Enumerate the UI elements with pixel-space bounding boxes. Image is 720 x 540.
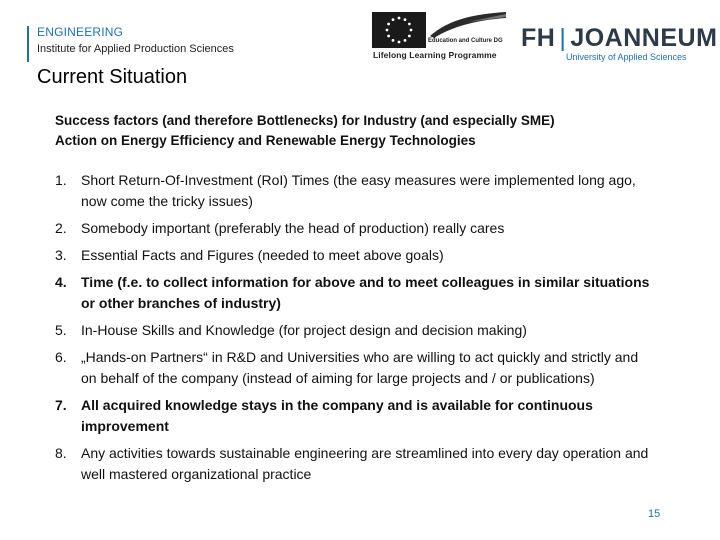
eu-star-icon bbox=[392, 39, 395, 42]
subtitle-line-2: Action on Energy Efficiency and Renewable Energy Technologies bbox=[55, 133, 476, 148]
page-title: Current Situation bbox=[37, 66, 188, 88]
list-item-text: Short Return-Of-Investment (RoI) Times (the easy measures were implemented long ago, now come the tricky issues) bbox=[81, 172, 636, 209]
list-item-text: Somebody important (preferably the head of production) really cares bbox=[81, 220, 505, 236]
eu-star-icon bbox=[387, 35, 390, 38]
fh-logo-separator: | bbox=[559, 24, 567, 52]
list-item-text: Essential Facts and Figures (needed to meet above goals) bbox=[81, 247, 444, 263]
list-item bbox=[55, 272, 655, 314]
eu-star-icon bbox=[404, 18, 407, 21]
list-item-text: Any activities towards sustainable engineering are streamlined into every day operation and well mastered organizational practice bbox=[81, 445, 649, 482]
list-item-number: 6. bbox=[55, 349, 67, 365]
list-item bbox=[55, 443, 655, 485]
list-item-text: In-House Skills and Knowledge (for project design and decision making) bbox=[81, 322, 527, 338]
list-item-number: 5. bbox=[55, 322, 67, 338]
list-item bbox=[55, 218, 655, 239]
eu-flag-logo bbox=[372, 12, 426, 48]
institute-label: Institute for Applied Production Sciences bbox=[37, 43, 234, 55]
list-item-text: Time (f.e. to collect information for above and to meet colleagues in similar situations or other branches of industry) bbox=[81, 274, 650, 311]
fh-logo-right: JOANNEUM bbox=[570, 24, 718, 52]
eu-stars-icon bbox=[372, 12, 426, 48]
success-factors-list bbox=[55, 170, 655, 491]
list-item bbox=[55, 320, 655, 341]
fh-logo-subline: University of Applied Sciences bbox=[566, 52, 687, 62]
list-item-text: „Hands-on Partners“ in R&D and Universities who are willing to act quickly and strictly and on behalf of the company (instead of aiming for large projects and / or publications) bbox=[81, 349, 639, 386]
eu-star-icon bbox=[404, 39, 407, 42]
list-item-number: 8. bbox=[55, 445, 67, 461]
page-number: 15 bbox=[648, 508, 661, 520]
list-item bbox=[55, 395, 655, 437]
eu-star-icon bbox=[392, 18, 395, 21]
list-item-number: 2. bbox=[55, 220, 67, 236]
eu-star-icon bbox=[386, 29, 389, 32]
eu-star-icon bbox=[410, 29, 413, 32]
fh-joanneum-logo bbox=[521, 24, 717, 53]
header-accent-bar bbox=[27, 26, 29, 62]
list-item-number: 3. bbox=[55, 247, 67, 263]
lifelong-learning-swoosh-icon bbox=[428, 10, 508, 40]
eu-logo-subline: Education and Culture DG bbox=[428, 38, 503, 44]
eu-star-icon bbox=[387, 23, 390, 26]
eu-star-icon bbox=[408, 23, 411, 26]
eu-star-icon bbox=[398, 41, 401, 44]
eu-star-icon bbox=[398, 17, 401, 20]
list-item bbox=[55, 347, 655, 389]
subtitle-line-1: Success factors (and therefore Bottlenecks) for Industry (and especially SME) bbox=[55, 113, 555, 128]
list-item-text: All acquired knowledge stays in the company and is available for continuous improvement bbox=[81, 397, 593, 434]
department-label: ENGINEERING bbox=[37, 25, 124, 39]
list-item bbox=[55, 170, 655, 212]
eu-programme-name: Lifelong Learning Programme bbox=[373, 50, 497, 60]
eu-star-icon bbox=[408, 35, 411, 38]
fh-logo-left: FH bbox=[521, 24, 556, 52]
list-item bbox=[55, 245, 655, 266]
list-item-number: 4. bbox=[55, 274, 67, 290]
list-item-number: 1. bbox=[55, 172, 67, 188]
slide-subtitle bbox=[55, 111, 675, 151]
list-item-number: 7. bbox=[55, 397, 67, 413]
